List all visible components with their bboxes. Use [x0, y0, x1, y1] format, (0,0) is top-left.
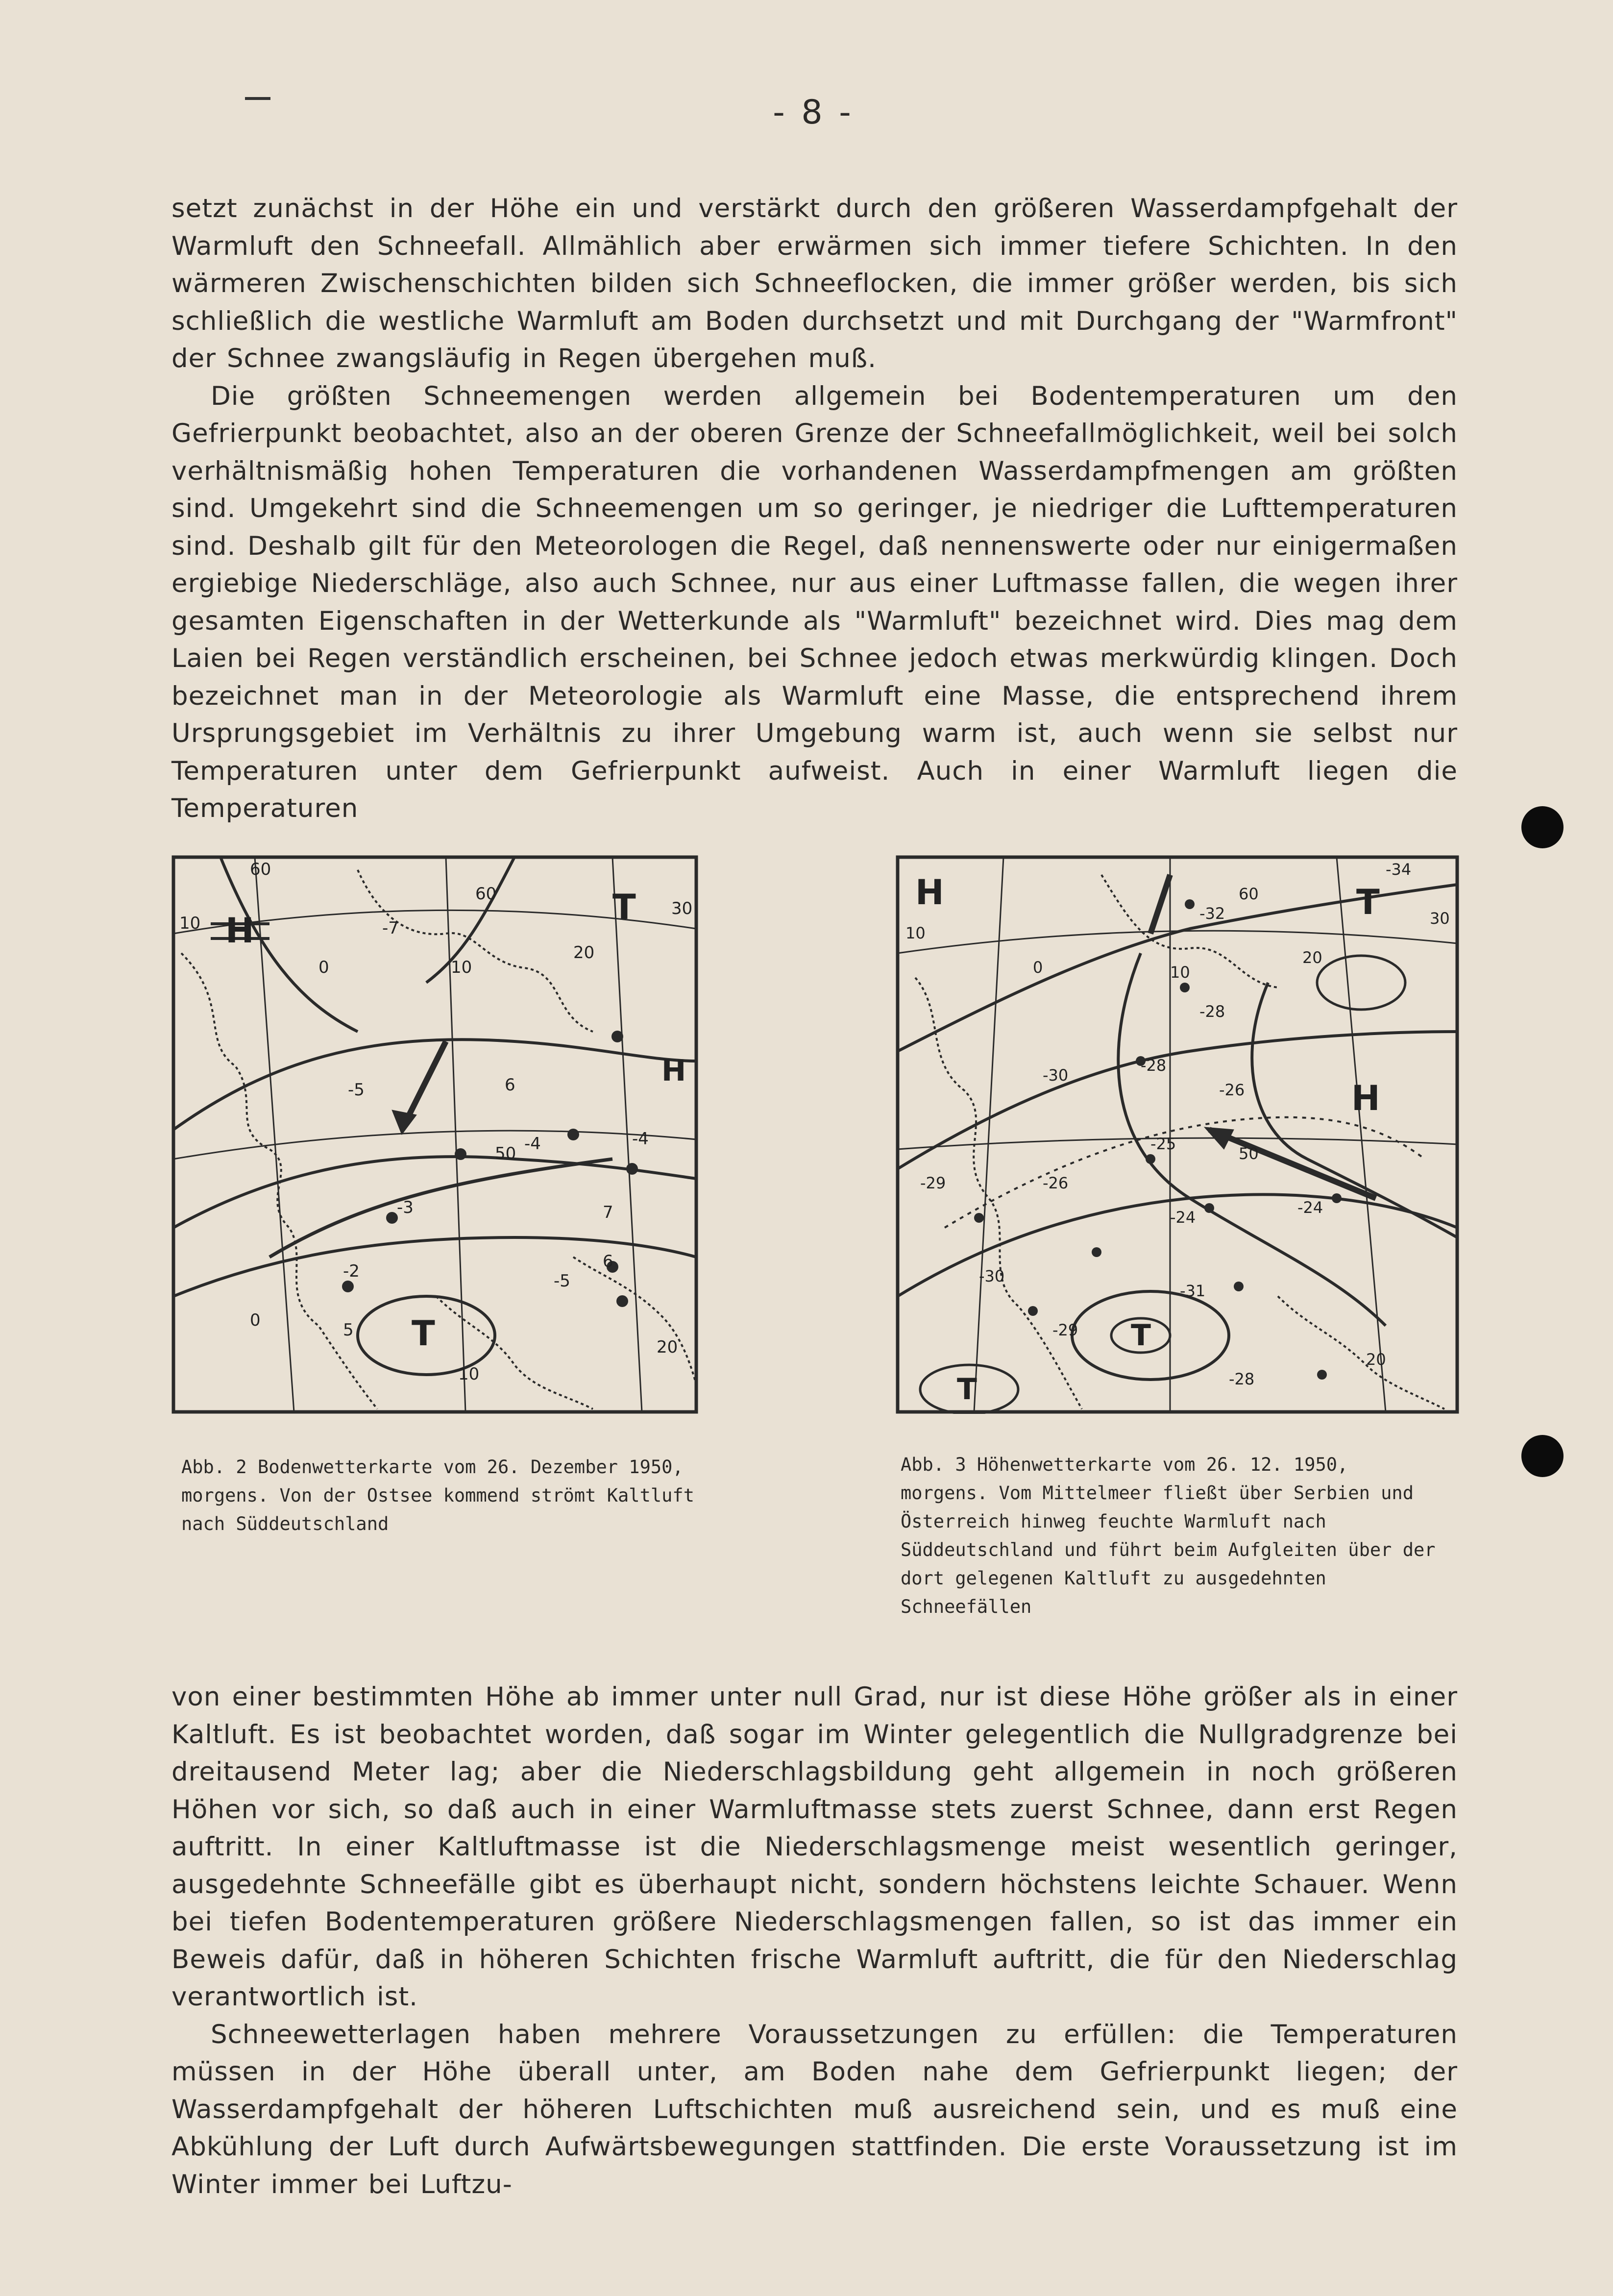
cold-front	[269, 1159, 612, 1257]
margin-dash	[245, 97, 270, 100]
grid-label: 60	[475, 884, 497, 904]
label-t: T	[412, 1313, 435, 1354]
upper-air-map-graphic	[896, 855, 1459, 1414]
coastline	[436, 1296, 593, 1409]
station-value: -28	[1141, 1056, 1167, 1075]
paragraph: Schneewetterlagen haben mehrere Voraussetzungen zu erfüllen: die Temperaturen müssen in der Höhe überall unter, am Boden nahe dem Gefrierpunkt liegen; der Wasserdampfgehalt der höheren Luftschichten muß ausreichend sein, und es muß eine Abkühlung der Luft durch Aufwärtsbewegungen stattfinden. Die erste Voraussetzung ist im Winter immer bei Luftzu-	[171, 2019, 1458, 2199]
paragraph: Die größten Schneemengen werden allgemein bei Bodentemperaturen um den Gefrierpunkt beobachtet, also an der oberen Grenze der Schneefallmöglichkeit, weil bei solch verhältnismäßig hohen Temperaturen die vorhandenen Wasserdampfmengen am größten sind. Umgekehrt sind die Schneemengen um so geringer, je niedriger die Lufttemperaturen sind. Deshalb gilt für den Meteorologen die Regel, daß nennenswerte oder nur einigermaßen ergiebige Niederschläge, also auch Schnee, nur aus einer Luftmasse fallen, die wegen ihrer gesamten Eigenschaften in der Wetterkunde als "Warmluft" bezeichnet wird. Dies mag dem Laien bei Regen verständlich erscheinen, bei Schnee jedoch etwas merkwürdig klingen. Doch bezeichnet man in der Meteorologie als Warmluft eine Masse, die entsprechend ihrem Ursprungsgebiet im Verhältnis zu ihrer Umgebung warm ist, auch wenn sie selbst nur Temperaturen unter dem Gefrierpunkt aufweist. Auch in einer Warmluft liegen die Temperaturen	[171, 381, 1458, 823]
grid-label: 60	[1239, 885, 1259, 903]
grid-label: 10	[905, 924, 926, 942]
station-value: -7	[382, 918, 399, 938]
label-h: H	[661, 1054, 686, 1088]
station-value: -24	[1170, 1208, 1196, 1227]
station-value: 6	[603, 1252, 613, 1271]
grid-label: 50	[495, 1144, 516, 1163]
stations	[342, 1031, 638, 1307]
punch-hole	[1521, 806, 1564, 848]
station-value: -24	[1297, 1198, 1323, 1217]
figure-caption-2	[181, 1453, 710, 1538]
grid-label: 20	[1302, 948, 1322, 967]
label-t: T	[1131, 1318, 1151, 1353]
grid-label: 20	[573, 943, 595, 963]
grid-label: 20	[657, 1337, 678, 1357]
body-text-top	[171, 190, 1458, 828]
station-value: -26	[1219, 1081, 1245, 1099]
grid-label: 20	[1366, 1350, 1386, 1369]
station-value: -3	[397, 1198, 414, 1217]
station-value: -5	[348, 1080, 365, 1100]
latitude-line	[898, 931, 1457, 953]
high-isohypse	[1317, 956, 1405, 1010]
longitude-line	[446, 857, 465, 1412]
station-value: -31	[1180, 1282, 1206, 1300]
isobar	[173, 1157, 696, 1228]
grid-label: 30	[671, 899, 693, 918]
paragraph: von einer bestimmten Höhe ab immer unter null Grad, nur ist diese Höhe größer als in einer Kaltluft. Es ist beobachtet worden, daß sogar im Winter gelegentlich die Nullgradgrenze bei dreitausend Meter lag; aber die Niederschlagsbildung geht allgemein in noch größeren Höhen vor sich, so daß auch in einer Warmluftmasse stets zuerst Schnee, dann erst Regen auftritt. In einer Kaltluftmasse ist die Niederschlagsmenge meist wesentlich geringer, ausgedehnte Schneefälle gibt es überhaupt nicht, sondern höchstens leichte Schauer. Wenn bei tiefen Bodentemperaturen größere Niederschlagsmengen fallen, so ist das immer ein Beweis dafür, daß in höheren Schichten frische Warmluft auftritt, die für den Niederschlag verantwortlich ist.	[171, 1682, 1458, 2012]
surface-map-graphic	[171, 855, 698, 1414]
isobar	[173, 1039, 696, 1130]
station-value: -34	[1386, 860, 1412, 879]
station-value: -30	[979, 1267, 1005, 1285]
grid-label: 10	[458, 1364, 480, 1384]
punch-hole	[1521, 1435, 1564, 1477]
station-value: -32	[1199, 904, 1225, 923]
paragraph: setzt zunächst in der Höhe ein und verstärkt durch den größeren Wasserdampfgehalt der Warmluft den Schneefall. Allmählich aber erwärmen sich immer tiefere Schichten. In den wärmeren Zwischenschichten bilden sich Schneeflocken, die immer größer werden, bis sich schließlich die westliche Warmluft am Boden durchsetzt und mit Durchgang der "Warmfront" der Schnee zwangsläufig in Regen übergehen muß.	[171, 194, 1458, 373]
station-value: -2	[343, 1261, 360, 1281]
label-h: H	[915, 872, 944, 913]
label-h: H	[1351, 1078, 1380, 1118]
grid-label: 0	[1033, 958, 1043, 977]
grid-label: 60	[250, 860, 271, 879]
label-t: T	[612, 887, 636, 927]
station-value: 7	[603, 1203, 613, 1222]
label-h: H	[225, 911, 254, 951]
surface-weather-map	[171, 855, 698, 1414]
label-t: T	[1356, 882, 1380, 922]
station-value: -28	[1229, 1370, 1255, 1388]
latitude-line	[898, 1138, 1457, 1149]
caption-text: Abb. 3 Höhenwetterkarte vom 26. 12. 1950, morgens. Vom Mittelmeer fließt über Serbien und Österreich hinweg feuchte Warmluft nach Süddeutschland und führt beim Aufgleiten über der dort gelegenen Kaltluft zu ausgedehnten Schneefällen	[901, 1454, 1436, 1617]
station-value: 6	[505, 1075, 515, 1095]
station-value: -25	[1150, 1135, 1176, 1153]
grid-label: 30	[1430, 909, 1450, 928]
station-value: -5	[554, 1271, 570, 1291]
page-number: - 8 -	[773, 93, 854, 132]
station-value: -26	[1043, 1174, 1069, 1192]
longitude-line	[1337, 857, 1386, 1412]
caption-text: Abb. 2 Bodenwetterkarte vom 26. Dezember 1950, morgens. Von der Ostsee kommend strömt Kaltluft nach Süddeutschland	[181, 1457, 694, 1534]
station-value: -4	[632, 1129, 649, 1149]
grid-label: 0	[250, 1310, 261, 1330]
grid-label: 10	[179, 913, 201, 933]
station-value: 5	[343, 1320, 354, 1340]
grid-label: 50	[1239, 1144, 1259, 1163]
station-value: -29	[920, 1174, 946, 1192]
station-value: -29	[1052, 1321, 1078, 1339]
station-value: -28	[1199, 1002, 1225, 1021]
station-value: -4	[524, 1134, 541, 1154]
label-t: T	[957, 1372, 977, 1407]
wind-arrow	[1150, 875, 1170, 934]
grid-label: 10	[1170, 963, 1190, 982]
longitude-line	[974, 857, 1003, 1412]
upper-air-map	[896, 855, 1459, 1414]
map-frame	[898, 857, 1457, 1412]
station-value: -30	[1043, 1066, 1069, 1085]
grid-label: 10	[451, 958, 472, 977]
coastline	[915, 978, 1082, 1409]
figure-caption-3	[901, 1451, 1444, 1621]
grid-label: 0	[318, 958, 329, 977]
coastline	[1278, 1296, 1444, 1409]
body-text-bottom	[171, 1679, 1458, 2203]
